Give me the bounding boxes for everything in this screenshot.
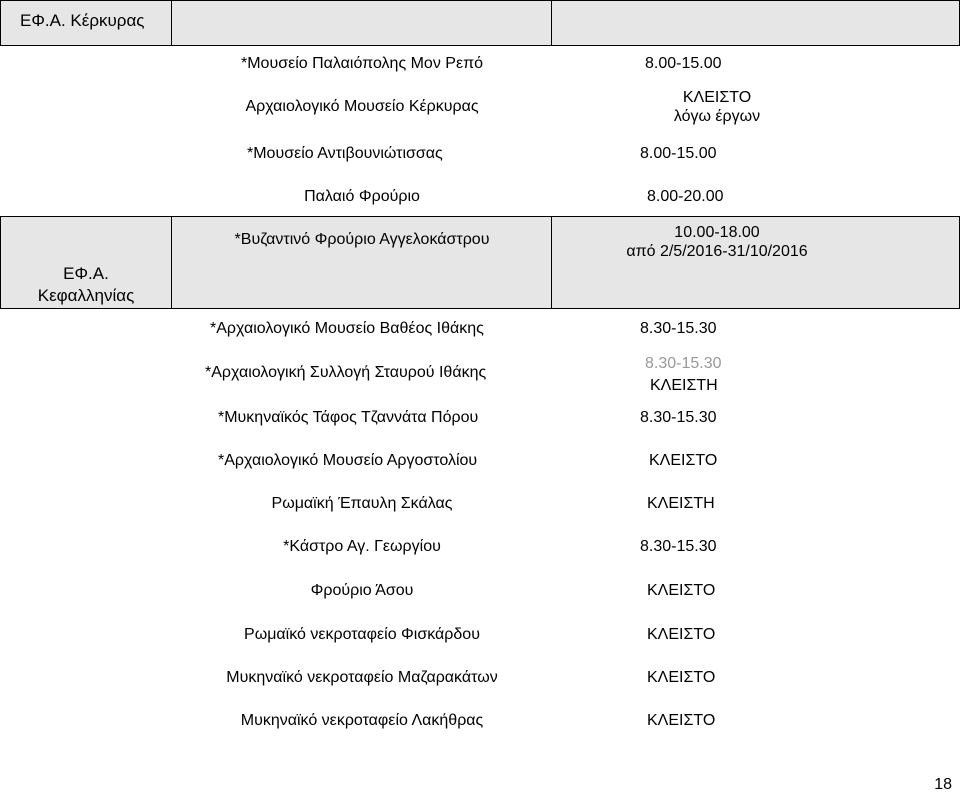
site-name: Παλαιό Φρούριο xyxy=(304,188,420,205)
site-hours: 8.30-15.30 xyxy=(640,320,717,337)
site-hours: ΚΛΕΙΣΤΟ xyxy=(649,452,718,469)
site-hours: 8.00-15.00 xyxy=(640,145,717,162)
site-hours: ΚΛΕΙΣΤΟ xyxy=(647,712,716,729)
region-label-kerkyra: ΕΦ.Α. Κέρκυρας xyxy=(20,11,145,30)
site-hours: 8.00-20.00 xyxy=(647,188,724,205)
site-hours: ΚΛΕΙΣΤΗ xyxy=(647,495,715,512)
site-name: *Κάστρο Αγ. Γεωργίου xyxy=(283,538,441,555)
site-name: Ρωμαϊκό νεκροταφείο Φισκάρδου xyxy=(244,626,480,643)
site-name: *Μουσείο Αντιβουνιώτισσας xyxy=(247,145,443,162)
site-hours: 8.00-15.00 xyxy=(645,55,722,72)
site-name: Μυκηναϊκό νεκροταφείο Λακήθρας xyxy=(240,712,484,729)
site-hours-note: ΚΛΕΙΣΤΗ xyxy=(650,377,718,394)
site-name: *Αρχαιολογικό Μουσείο Αργοστολίου xyxy=(218,452,478,469)
site-name: *Μυκηναϊκός Τάφος Τζαννάτα Πόρου xyxy=(218,409,479,426)
site-name: Μυκηναϊκό νεκροταφείο Μαζαρακάτων xyxy=(226,669,498,686)
page-number: 18 xyxy=(934,776,952,793)
site-name: *Αρχαιολογικό Μουσείο Βαθέος Ιθάκης xyxy=(210,320,484,337)
header-cell-hours xyxy=(551,0,960,46)
site-hours-note: από 2/5/2016-31/10/2016 xyxy=(626,243,808,260)
site-hours: ΚΛΕΙΣΤΟ xyxy=(647,626,716,643)
header-cell-name xyxy=(171,0,552,46)
site-hours-note: λόγω έργων xyxy=(673,108,761,125)
site-name: *Αρχαιολογική Συλλογή Σταυρού Ιθάκης xyxy=(205,364,487,381)
site-hours: 10.00-18.00 xyxy=(674,224,760,241)
site-hours: ΚΛΕΙΣΤΟ xyxy=(647,582,716,599)
site-name: Ρωμαϊκή Έπαυλη Σκάλας xyxy=(271,495,453,512)
region-gap-cell xyxy=(171,216,552,309)
site-hours: 8.30-15.30 xyxy=(640,538,717,555)
site-hours: 8.30-15.30 xyxy=(645,355,722,372)
site-name: Αρχαιολογικό Μουσείο Κέρκυρας xyxy=(245,98,479,115)
region-label-kefallinia-1: ΕΦ.Α. xyxy=(63,264,109,283)
site-hours: ΚΛΕΙΣΤΟ xyxy=(682,89,752,106)
site-hours: 8.30-15.30 xyxy=(640,409,717,426)
region-label-kefallinia-2: Κεφαλληνίας xyxy=(37,286,135,305)
site-name: *Βυζαντινό Φρούριο Αγγελοκάστρου xyxy=(234,231,490,248)
site-name: Φρούριο Άσου xyxy=(310,582,414,599)
site-name: *Μουσείο Παλαιόπολης Μον Ρεπό xyxy=(240,55,484,72)
site-hours: ΚΛΕΙΣΤΟ xyxy=(647,669,716,686)
